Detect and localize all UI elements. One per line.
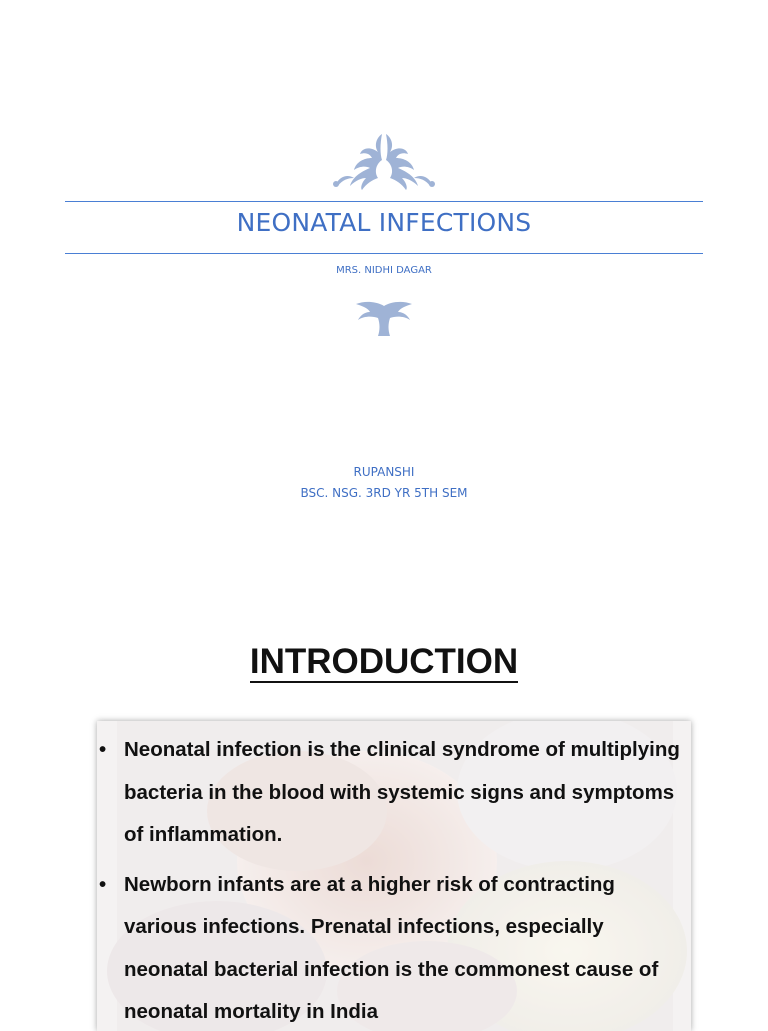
bullet-item (97, 864, 691, 1031)
bullet-text: Newborn infants are at a higher risk of contracting various infections. Prenatal infections, especially neonatal bacterial infection is the commonest cause of neonatal mortality in India (124, 873, 658, 1024)
title-rule-top (65, 201, 703, 202)
bullet-dot: • (99, 864, 106, 907)
bullet-list (97, 729, 691, 1031)
bullet-text: Neonatal infection is the clinical syndrome of multiplying bacteria in the blood with systemic signs and symptoms of inflammation. (124, 738, 680, 846)
author-course: BSC. NSG. 3RD YR 5TH SEM (0, 483, 768, 504)
document-title: NEONATAL INFECTIONS (0, 208, 768, 237)
author-block (0, 462, 768, 504)
slide-heading (0, 642, 768, 682)
document-subtitle: MRS. NIDHI DAGAR (0, 265, 768, 276)
bullet-item (97, 729, 691, 857)
author-name: RUPANSHI (0, 462, 768, 483)
slide-heading-text: INTRODUCTION (250, 642, 518, 683)
floral-scroll-ornament-icon (330, 132, 438, 192)
slide-card (97, 721, 691, 1031)
bullet-dot: • (99, 729, 106, 772)
floral-fleuron-ornament-icon (352, 298, 416, 338)
title-rule-bottom (65, 253, 703, 254)
